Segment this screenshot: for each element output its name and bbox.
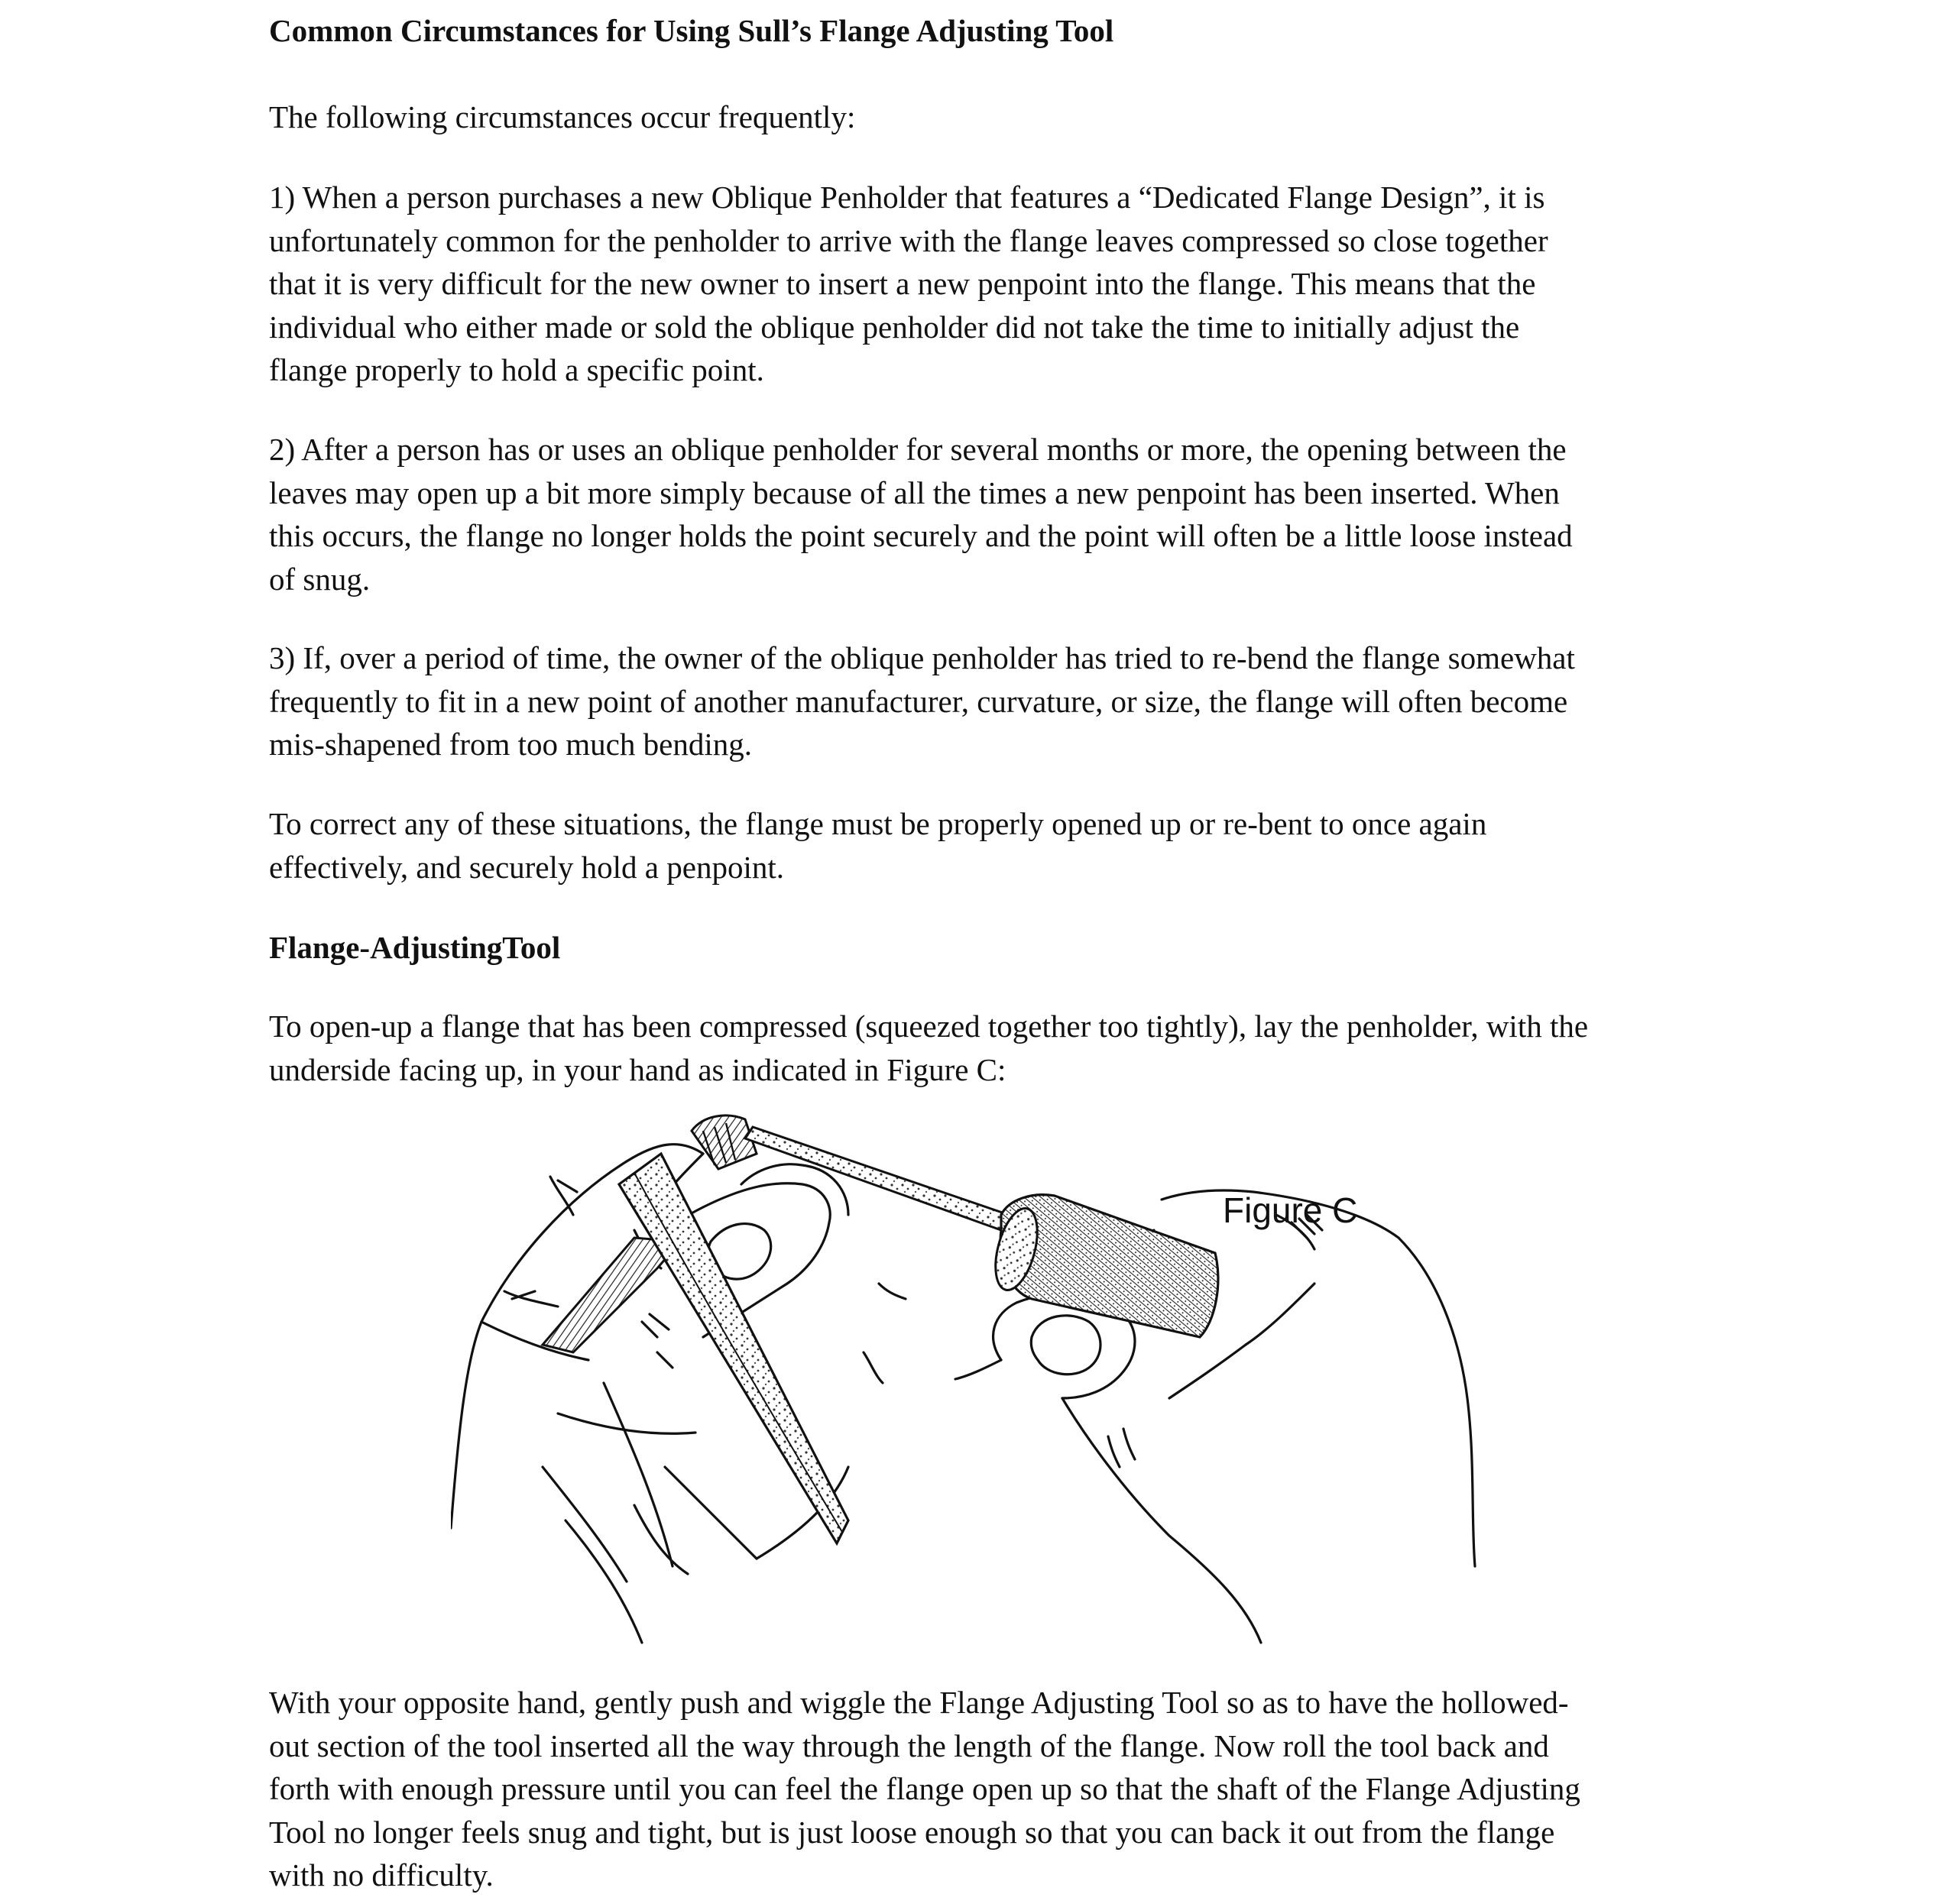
circumstance-3-paragraph [269,636,1706,766]
text-line: leaves may open up a bit more simply because of all the times a new penpoint has been inserted. When [269,474,1560,510]
text-line: Tool no longer feels snug and tight, but is just loose enough so that you can back it out from the flange [269,1814,1555,1850]
text-line: flange properly to hold a specific point. [269,352,764,387]
text-line: To open-up a flange that has been compressed (squeezed together too tightly), lay the penholder, with the [269,1009,1589,1044]
text-line: frequently to fit in a new point of another manufacturer, curvature, or size, the flange will often become [269,683,1568,719]
correction-paragraph [269,802,1706,889]
text-line: 3) If, over a period of time, the owner of the oblique penholder has tried to re-bend the flange somewhat [269,640,1575,675]
intro-paragraph [269,96,1706,139]
text-line: 2) After a person has or uses an oblique penholder for several months or more, the opening between the [269,432,1567,467]
text-line: with no difficulty. [269,1857,494,1893]
text-line: that it is very difficult for the new owner to insert a new penpoint into the flange. This means that the [269,266,1536,301]
text-line: this occurs, the flange no longer holds the point securely and the point will often be a little loose instead [269,518,1573,553]
text-line: effectively, and securely hold a penpoint. [269,849,784,885]
text-line: unfortunately common for the penholder to arrive with the flange leaves compressed so close together [269,222,1548,258]
tool-intro-paragraph [269,1005,1706,1091]
section-title-common-circumstances: Common Circumstances for Using Sull’s Flange Adjusting Tool [269,13,1114,48]
figure-c [451,1108,1888,1673]
text-line: To correct any of these situations, the flange must be properly opened up or re-bent to once again [269,806,1487,841]
figure-label: Figure C [1223,1190,1358,1230]
text-line: of snug. [269,561,371,597]
text-line: individual who either made or sold the oblique penholder did not take the time to initially adjust the [269,309,1520,345]
hands-holding-penholder-illustration [451,1108,1888,1673]
text-line: The following circumstances occur frequently: [269,99,856,134]
text-line: mis-shapened from too much bending. [269,727,752,762]
text-line: underside facing up, in your hand as indicated in Figure C: [269,1051,1006,1087]
circumstance-2-paragraph [269,428,1706,601]
circumstance-1-paragraph [269,176,1706,392]
text-line: forth with enough pressure until you can feel the flange open up so that the shaft of the Flange Adjusting [269,1771,1580,1806]
text-line: 1) When a person purchases a new Oblique Penholder that features a “Dedicated Flange Design”, it is [269,180,1545,215]
instructions-paragraph [269,1681,1706,1897]
text-line: With your opposite hand, gently push and wiggle the Flange Adjusting Tool so as to have the hollowed- [269,1685,1569,1720]
text-line: out section of the tool inserted all the way through the length of the flange. Now roll the tool back and [269,1728,1549,1763]
section-title-flange-adjusting-tool: Flange-AdjustingTool [269,930,561,965]
